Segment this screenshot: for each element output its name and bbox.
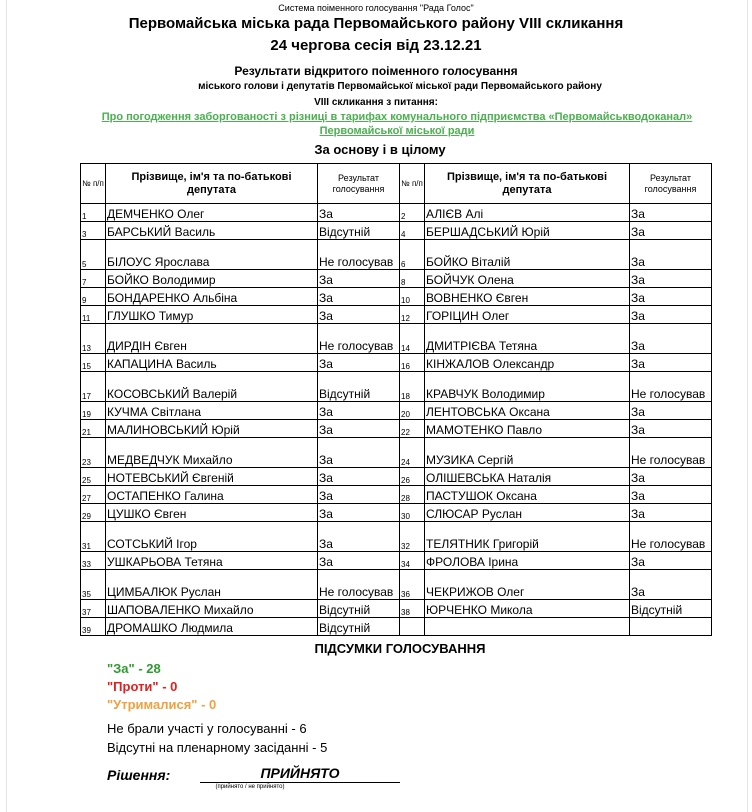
vote-result: За: [630, 402, 712, 420]
row-number: 6: [400, 240, 425, 270]
deputy-name: СОТСЬКИЙ Ігор: [106, 522, 318, 552]
deputy-name: БОНДАРЕНКО Альбіна: [106, 288, 318, 306]
vote-result: За: [630, 570, 712, 600]
row-number: 9: [81, 288, 106, 306]
row-number: 30: [400, 504, 425, 522]
row-number: 34: [400, 552, 425, 570]
table-row: [81, 438, 712, 468]
deputy-name: НОТЕВСЬКИЙ Євгеній: [106, 468, 318, 486]
vote-result: Не голосував: [318, 324, 400, 354]
deputy-name: ДМИТРІЄВА Тетяна: [425, 324, 630, 354]
results-title: Результати відкритого поіменного голосування: [234, 64, 518, 78]
vote-result: За: [630, 306, 712, 324]
deputy-name: ТЕЛЯТНИК Григорій: [425, 522, 630, 552]
vote-result: За: [630, 270, 712, 288]
vote-result: Відсутній: [318, 618, 400, 636]
row-number: 7: [81, 270, 106, 288]
row-number: 5: [81, 240, 106, 270]
vote-result: [630, 618, 712, 636]
table-row: [81, 420, 712, 438]
deputy-name: ПАСТУШОК Оксана: [425, 486, 630, 504]
row-number: 16: [400, 354, 425, 372]
row-number: 20: [400, 402, 425, 420]
table-row: [81, 240, 712, 270]
deputy-name: ЮРЧЕНКО Микола: [425, 600, 630, 618]
deputy-name: МАЛИНОВСЬКИЙ Юрій: [106, 420, 318, 438]
vote-result: За: [318, 468, 400, 486]
table-row: [81, 354, 712, 372]
row-number: 32: [400, 522, 425, 552]
vote-result: Відсутній: [630, 600, 712, 618]
vote-result: За: [318, 288, 400, 306]
vote-result: За: [630, 420, 712, 438]
table-header-row: [81, 164, 712, 204]
summary-title: ПІДСУМКИ ГОЛОСУВАННЯ: [314, 641, 486, 656]
vote-result: За: [318, 504, 400, 522]
deputy-name: МЕДВЕДЧУК Михайло: [106, 438, 318, 468]
row-number: 39: [81, 618, 106, 636]
deputy-name: КОСОВСЬКИЙ Валерій: [106, 372, 318, 402]
header-name: Прізвище, ім'я та по-батькові депутата: [425, 164, 630, 204]
table-row: [81, 600, 712, 618]
deputy-name: УШКАРЬОВА Тетяна: [106, 552, 318, 570]
vote-result: За: [318, 204, 400, 222]
header-result: Результат голосування: [318, 164, 400, 204]
vote-result: За: [630, 222, 712, 240]
vote-result: За: [318, 402, 400, 420]
header-num: № п/п: [400, 164, 425, 204]
deputy-name: БЕРШАДСЬКИЙ Юрій: [425, 222, 630, 240]
deputy-name: БОЙКО Володимир: [106, 270, 318, 288]
table-row: [81, 270, 712, 288]
summary-absent: Відсутні на пленарному засіданні - 5: [107, 740, 328, 755]
row-number: 33: [81, 552, 106, 570]
row-number: 2: [400, 204, 425, 222]
vote-result: За: [318, 306, 400, 324]
vote-result: Не голосував: [630, 372, 712, 402]
row-number: 13: [81, 324, 106, 354]
deputy-name: БІЛОУС Ярослава: [106, 240, 318, 270]
deputy-name: ЧЕКРИЖОВ Олег: [425, 570, 630, 600]
table-row: [81, 618, 712, 636]
vote-result: За: [630, 504, 712, 522]
row-number: 15: [81, 354, 106, 372]
header-name: Прізвище, ім'я та по-батькові депутата: [106, 164, 318, 204]
subject-link-line2[interactable]: Первомайської міської ради: [319, 125, 475, 137]
row-number: 12: [400, 306, 425, 324]
deputy-name: АЛІЄВ Алі: [425, 204, 630, 222]
table-row: [81, 570, 712, 600]
vote-basis: За основу і в цілому: [314, 142, 446, 157]
row-number: 25: [81, 468, 106, 486]
row-number: 31: [81, 522, 106, 552]
row-number: 36: [400, 570, 425, 600]
table-row: [81, 324, 712, 354]
table-row: [81, 504, 712, 522]
table-row: [81, 552, 712, 570]
table-row: [81, 306, 712, 324]
row-number: 35: [81, 570, 106, 600]
summary-utrymalysia: "Утрималися" - 0: [107, 697, 217, 712]
table-row: [81, 222, 712, 240]
vote-result: Не голосував: [318, 240, 400, 270]
table-row: [81, 288, 712, 306]
deputy-name: [425, 618, 630, 636]
deputy-name: ДРОМАШКО Людмила: [106, 618, 318, 636]
vote-result: За: [630, 324, 712, 354]
table-row: [81, 468, 712, 486]
table-row: [81, 522, 712, 552]
row-number: 26: [400, 468, 425, 486]
vote-result: Не голосував: [630, 522, 712, 552]
row-number: 1: [81, 204, 106, 222]
row-number: 11: [81, 306, 106, 324]
vote-result: За: [630, 486, 712, 504]
session-title: 24 чергова сесія від 23.12.21: [270, 37, 482, 54]
deputy-name: ШАПОВАЛЕНКО Михайло: [106, 600, 318, 618]
deputy-name: СЛЮСАР Руслан: [425, 504, 630, 522]
header-num: № п/п: [81, 164, 106, 204]
vote-result: Не голосував: [630, 438, 712, 468]
deputy-name: ГОРІЦИН Олег: [425, 306, 630, 324]
row-number: 19: [81, 402, 106, 420]
table-row: [81, 372, 712, 402]
deputy-name: ОЛІШЕВСЬКА Наталія: [425, 468, 630, 486]
vote-result: За: [318, 486, 400, 504]
vote-result: За: [318, 420, 400, 438]
deputy-name: КАПАЦИНА Василь: [106, 354, 318, 372]
row-number: 10: [400, 288, 425, 306]
deputy-name: ЦУШКО Євген: [106, 504, 318, 522]
row-number: 23: [81, 438, 106, 468]
header-result: Результат голосування: [630, 164, 712, 204]
deputy-name: ВОВНЕНКО Євген: [425, 288, 630, 306]
row-number: 4: [400, 222, 425, 240]
vote-result: За: [630, 354, 712, 372]
decision-label: Рішення:: [107, 767, 171, 783]
vote-result: За: [630, 240, 712, 270]
vote-result: Відсутній: [318, 600, 400, 618]
vote-result: Відсутній: [318, 372, 400, 402]
row-number: 17: [81, 372, 106, 402]
table-row: [81, 486, 712, 504]
results-subtitle-line2: VIII скликання з питання:: [314, 97, 438, 108]
votes-table: [80, 163, 712, 636]
row-number: 38: [400, 600, 425, 618]
row-number: 22: [400, 420, 425, 438]
row-number: 21: [81, 420, 106, 438]
deputy-name: МУЗИКА Сергій: [425, 438, 630, 468]
row-number: 24: [400, 438, 425, 468]
row-number: 37: [81, 600, 106, 618]
deputy-name: ЦИМБАЛЮК Руслан: [106, 570, 318, 600]
deputy-name: КУЧМА Світлана: [106, 402, 318, 420]
vote-result: За: [630, 204, 712, 222]
row-number: 8: [400, 270, 425, 288]
vote-result: За: [318, 522, 400, 552]
row-number: 27: [81, 486, 106, 504]
deputy-name: ФРОЛОВА Ірина: [425, 552, 630, 570]
summary-za: "За" - 28: [107, 661, 161, 676]
vote-result: За: [630, 552, 712, 570]
decision-underline: [200, 782, 400, 783]
row-number: 18: [400, 372, 425, 402]
vote-result: Відсутній: [318, 222, 400, 240]
vote-result: За: [318, 354, 400, 372]
deputy-name: ЛЕНТОВСЬКА Оксана: [425, 402, 630, 420]
row-number: 28: [400, 486, 425, 504]
vote-result: За: [318, 438, 400, 468]
deputy-name: КРАВЧУК Володимир: [425, 372, 630, 402]
vote-result: Не голосував: [318, 570, 400, 600]
subject-link-line1[interactable]: Про погодження заборгованості з різниці в тарифах комунального підприємства «Первомайськводоканал»: [101, 111, 693, 123]
deputy-name: МАМОТЕНКО Павло: [425, 420, 630, 438]
row-number: 14: [400, 324, 425, 354]
deputy-name: ДИРДІН Євген: [106, 324, 318, 354]
deputy-name: БОЙКО Віталій: [425, 240, 630, 270]
results-subtitle-line1: міського голови і депутатів Первомайської міської ради Первомайського району: [198, 81, 602, 92]
row-number: [400, 618, 425, 636]
decision-value: ПРИЙНЯТО: [260, 765, 340, 781]
row-number: 3: [81, 222, 106, 240]
decision-hint: (прийнято / не прийнято): [215, 784, 285, 790]
deputy-name: БАРСЬКИЙ Василь: [106, 222, 318, 240]
vote-result: За: [318, 552, 400, 570]
system-name: Система поіменного голосування "Рада Голос": [278, 3, 474, 13]
row-number: 29: [81, 504, 106, 522]
deputy-name: ОСТАПЕНКО Галина: [106, 486, 318, 504]
council-title: Первомайська міська рада Первомайського району VIII скликання: [128, 15, 624, 32]
vote-result: За: [630, 468, 712, 486]
deputy-name: ДЕМЧЕНКО Олег: [106, 204, 318, 222]
summary-proty: "Проти" - 0: [107, 679, 178, 694]
table-row: [81, 204, 712, 222]
table-row: [81, 402, 712, 420]
deputy-name: КІНЖАЛОВ Олександр: [425, 354, 630, 372]
deputy-name: ГЛУШКО Тимур: [106, 306, 318, 324]
summary-no-participation: Не брали участі у голосуванні - 6: [107, 721, 307, 736]
deputy-name: БОЙЧУК Олена: [425, 270, 630, 288]
vote-result: За: [630, 288, 712, 306]
vote-result: За: [318, 270, 400, 288]
